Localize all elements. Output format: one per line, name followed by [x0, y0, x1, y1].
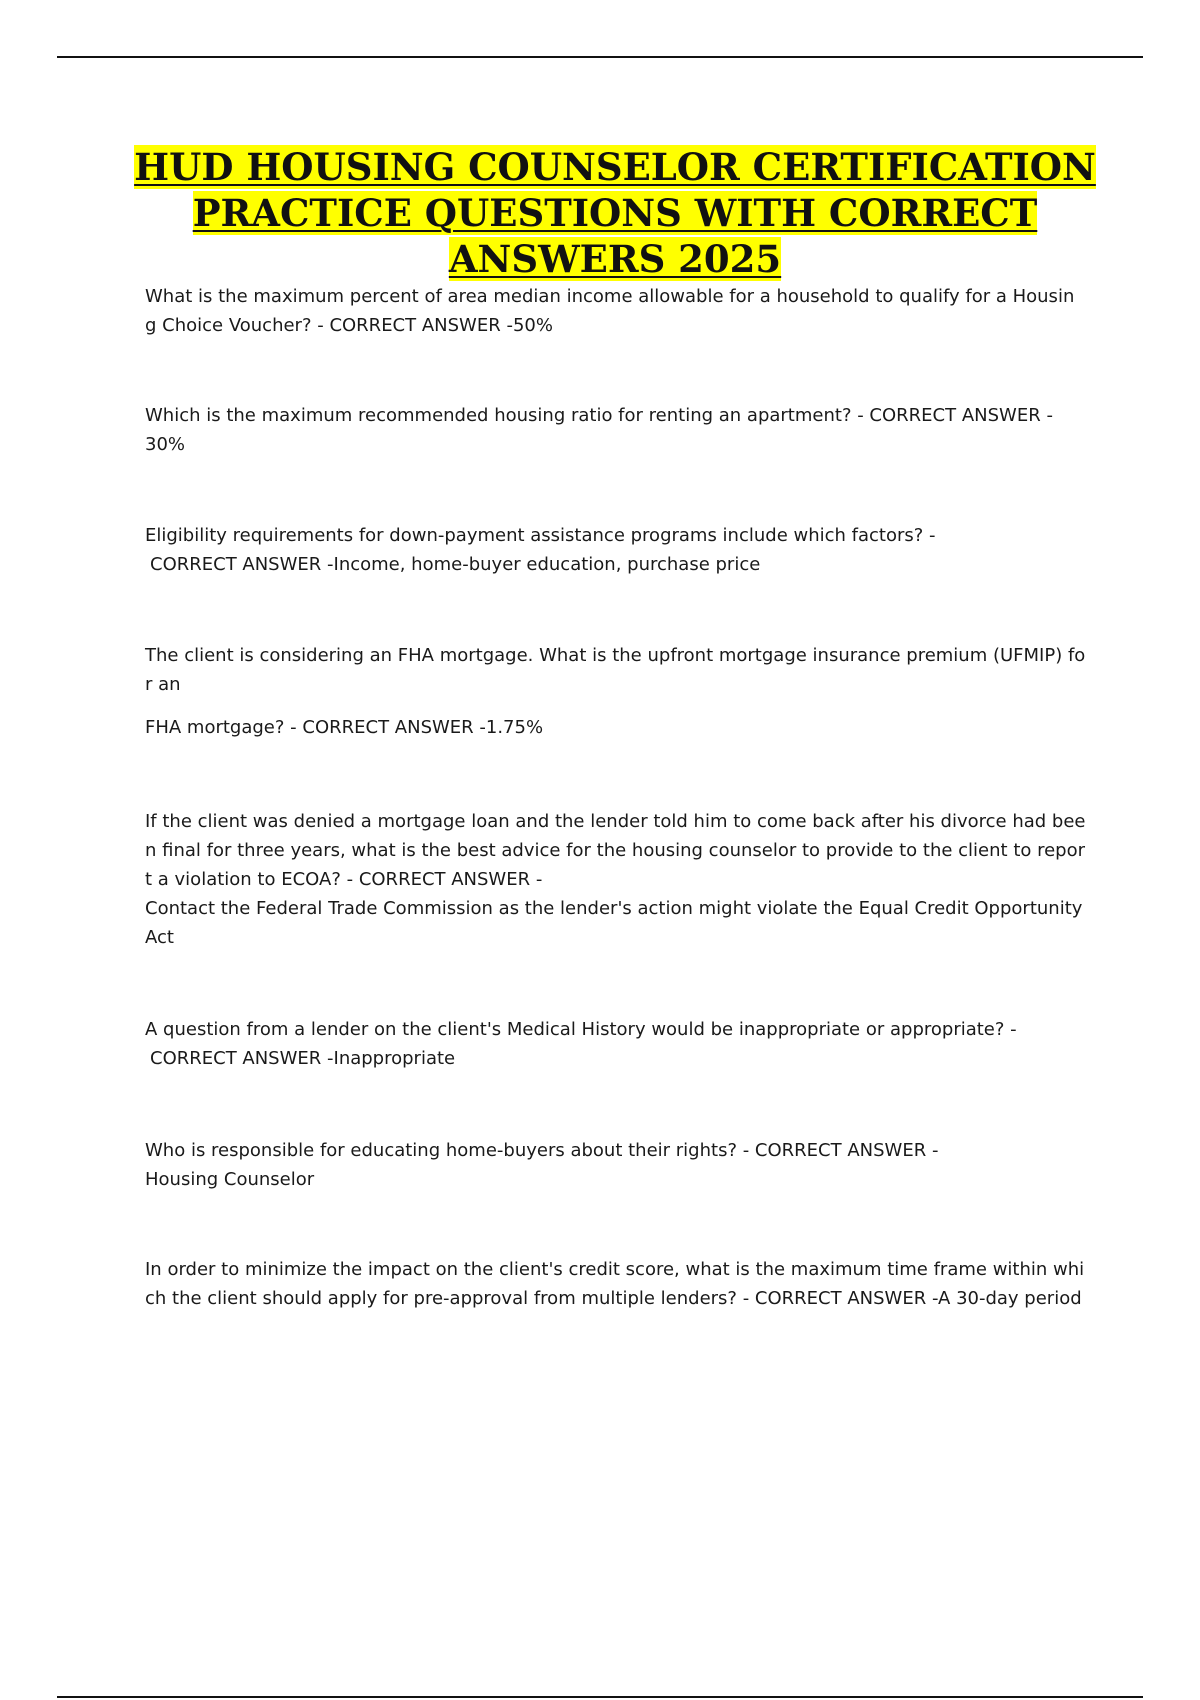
qa-item-2 — [145, 401, 1090, 459]
qa-line: 30% — [145, 434, 186, 455]
qa-line: Housing Counselor — [145, 1169, 315, 1190]
qa-item-8 — [145, 1255, 1090, 1313]
qa-line: A question from a lender on the client's Medical History would be inappropriate or appropriate? - — [145, 1019, 1017, 1040]
document-title — [120, 144, 1110, 282]
qa-line: g Choice Voucher? - CORRECT ANSWER -50% — [145, 315, 553, 336]
qa-item-6 — [145, 1015, 1090, 1073]
qa-line: CORRECT ANSWER -Income, home-buyer education, purchase price — [150, 554, 761, 575]
qa-line: Contact the Federal Trade Commission as the lender's action might violate the Equal Credit Opportunity — [145, 898, 1083, 919]
qa-line: ch the client should apply for pre-approval from multiple lenders? - CORRECT ANSWER -A 30-day period — [145, 1288, 1082, 1309]
bottom-rule — [57, 1696, 1143, 1698]
qa-line: Eligibility requirements for down-payment assistance programs include which factors? - — [145, 525, 936, 546]
qa-line: FHA mortgage? - CORRECT ANSWER -1.75% — [145, 717, 544, 738]
qa-item-5 — [145, 807, 1090, 952]
qa-item-1 — [145, 282, 1090, 340]
qa-line: Act — [145, 927, 174, 948]
qa-item-3 — [145, 521, 1090, 579]
qa-line: If the client was denied a mortgage loan and the lender told him to come back after his divorce had bee — [145, 811, 1086, 832]
qa-item-7 — [145, 1136, 1090, 1194]
qa-line: In order to minimize the impact on the client's credit score, what is the maximum time frame within whi — [145, 1259, 1085, 1280]
qa-line: What is the maximum percent of area median income allowable for a household to qualify for a Housin — [145, 286, 1075, 307]
qa-line: n final for three years, what is the best advice for the housing counselor to provide to the client to repor — [145, 840, 1086, 861]
qa-line: The client is considering an FHA mortgage. What is the upfront mortgage insurance premium (UFMIP) fo — [145, 645, 1086, 666]
qa-line: Which is the maximum recommended housing ratio for renting an apartment? - CORRECT ANSWER - — [145, 405, 1053, 426]
document-title-text: HUD HOUSING COUNSELOR CERTIFICATION PRACTICE QUESTIONS WITH CORRECT ANSWERS 2025 — [134, 145, 1096, 281]
qa-line: Who is responsible for educating home-buyers about their rights? - CORRECT ANSWER - — [145, 1140, 939, 1161]
qa-line: r an — [145, 674, 181, 695]
qa-line: t a violation to ECOA? - CORRECT ANSWER - — [145, 869, 543, 890]
top-rule — [57, 56, 1143, 58]
qa-line: CORRECT ANSWER -Inappropriate — [150, 1048, 456, 1069]
qa-item-4 — [145, 641, 1090, 742]
